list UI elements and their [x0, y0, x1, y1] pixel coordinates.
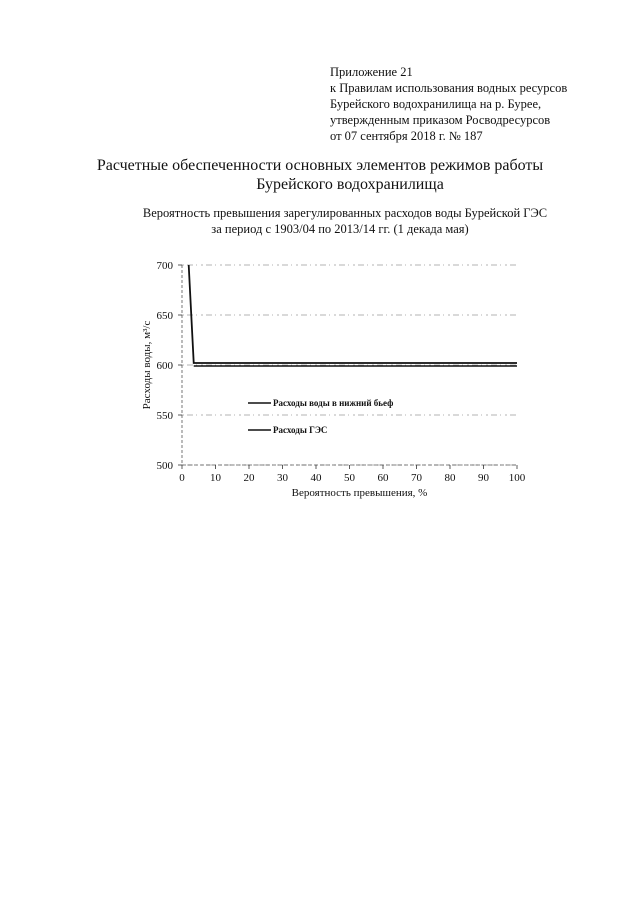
legend-label: Расходы ГЭС	[273, 425, 328, 435]
x-tick-label: 40	[310, 472, 322, 484]
document-title-line-2: Бурейского водохранилища	[256, 176, 444, 193]
chart-caption-line-1: Вероятность превышения зарегулированных расходов воды Бурейской ГЭС	[142, 206, 548, 220]
legend-label: Расходы воды в нижний бьеф	[273, 398, 394, 408]
header-line: Приложение 21	[330, 65, 413, 79]
header-line: от 07 сентября 2018 г. № 187	[330, 129, 483, 143]
x-tick-label: 90	[478, 472, 489, 484]
chart-caption-line-2: за период с 1903/04 по 2013/14 гг. (1 декада мая)	[211, 222, 469, 236]
y-tick-label: 650	[156, 310, 173, 322]
x-tick-label: 80	[444, 472, 456, 484]
y-tick-label: 550	[156, 410, 173, 422]
y-axis-title: Расходы воды, м³/с	[141, 320, 153, 410]
x-tick-label: 60	[377, 472, 389, 484]
header-line: к Правилам использования водных ресурсов	[330, 81, 568, 95]
y-tick-label: 700	[156, 260, 173, 272]
x-tick-label: 0	[179, 472, 185, 484]
x-tick-label: 20	[243, 472, 255, 484]
x-tick-label: 10	[210, 472, 221, 484]
y-tick-label: 600	[156, 360, 173, 372]
x-tick-label: 70	[411, 472, 422, 484]
document-title-line-1: Расчетные обеспеченности основных элементов режимов работы	[96, 157, 544, 174]
x-tick-label: 50	[344, 472, 355, 484]
y-tick-label: 500	[156, 460, 173, 472]
header-line: утвержденным приказом Росводресурсов	[330, 113, 551, 127]
x-axis-title: Вероятность превышения, %	[291, 487, 428, 499]
x-tick-label: 30	[277, 472, 288, 484]
header-line: Бурейского водохранилища на р. Бурее,	[330, 97, 542, 111]
series-line	[189, 265, 517, 363]
x-tick-label: 100	[508, 472, 526, 484]
